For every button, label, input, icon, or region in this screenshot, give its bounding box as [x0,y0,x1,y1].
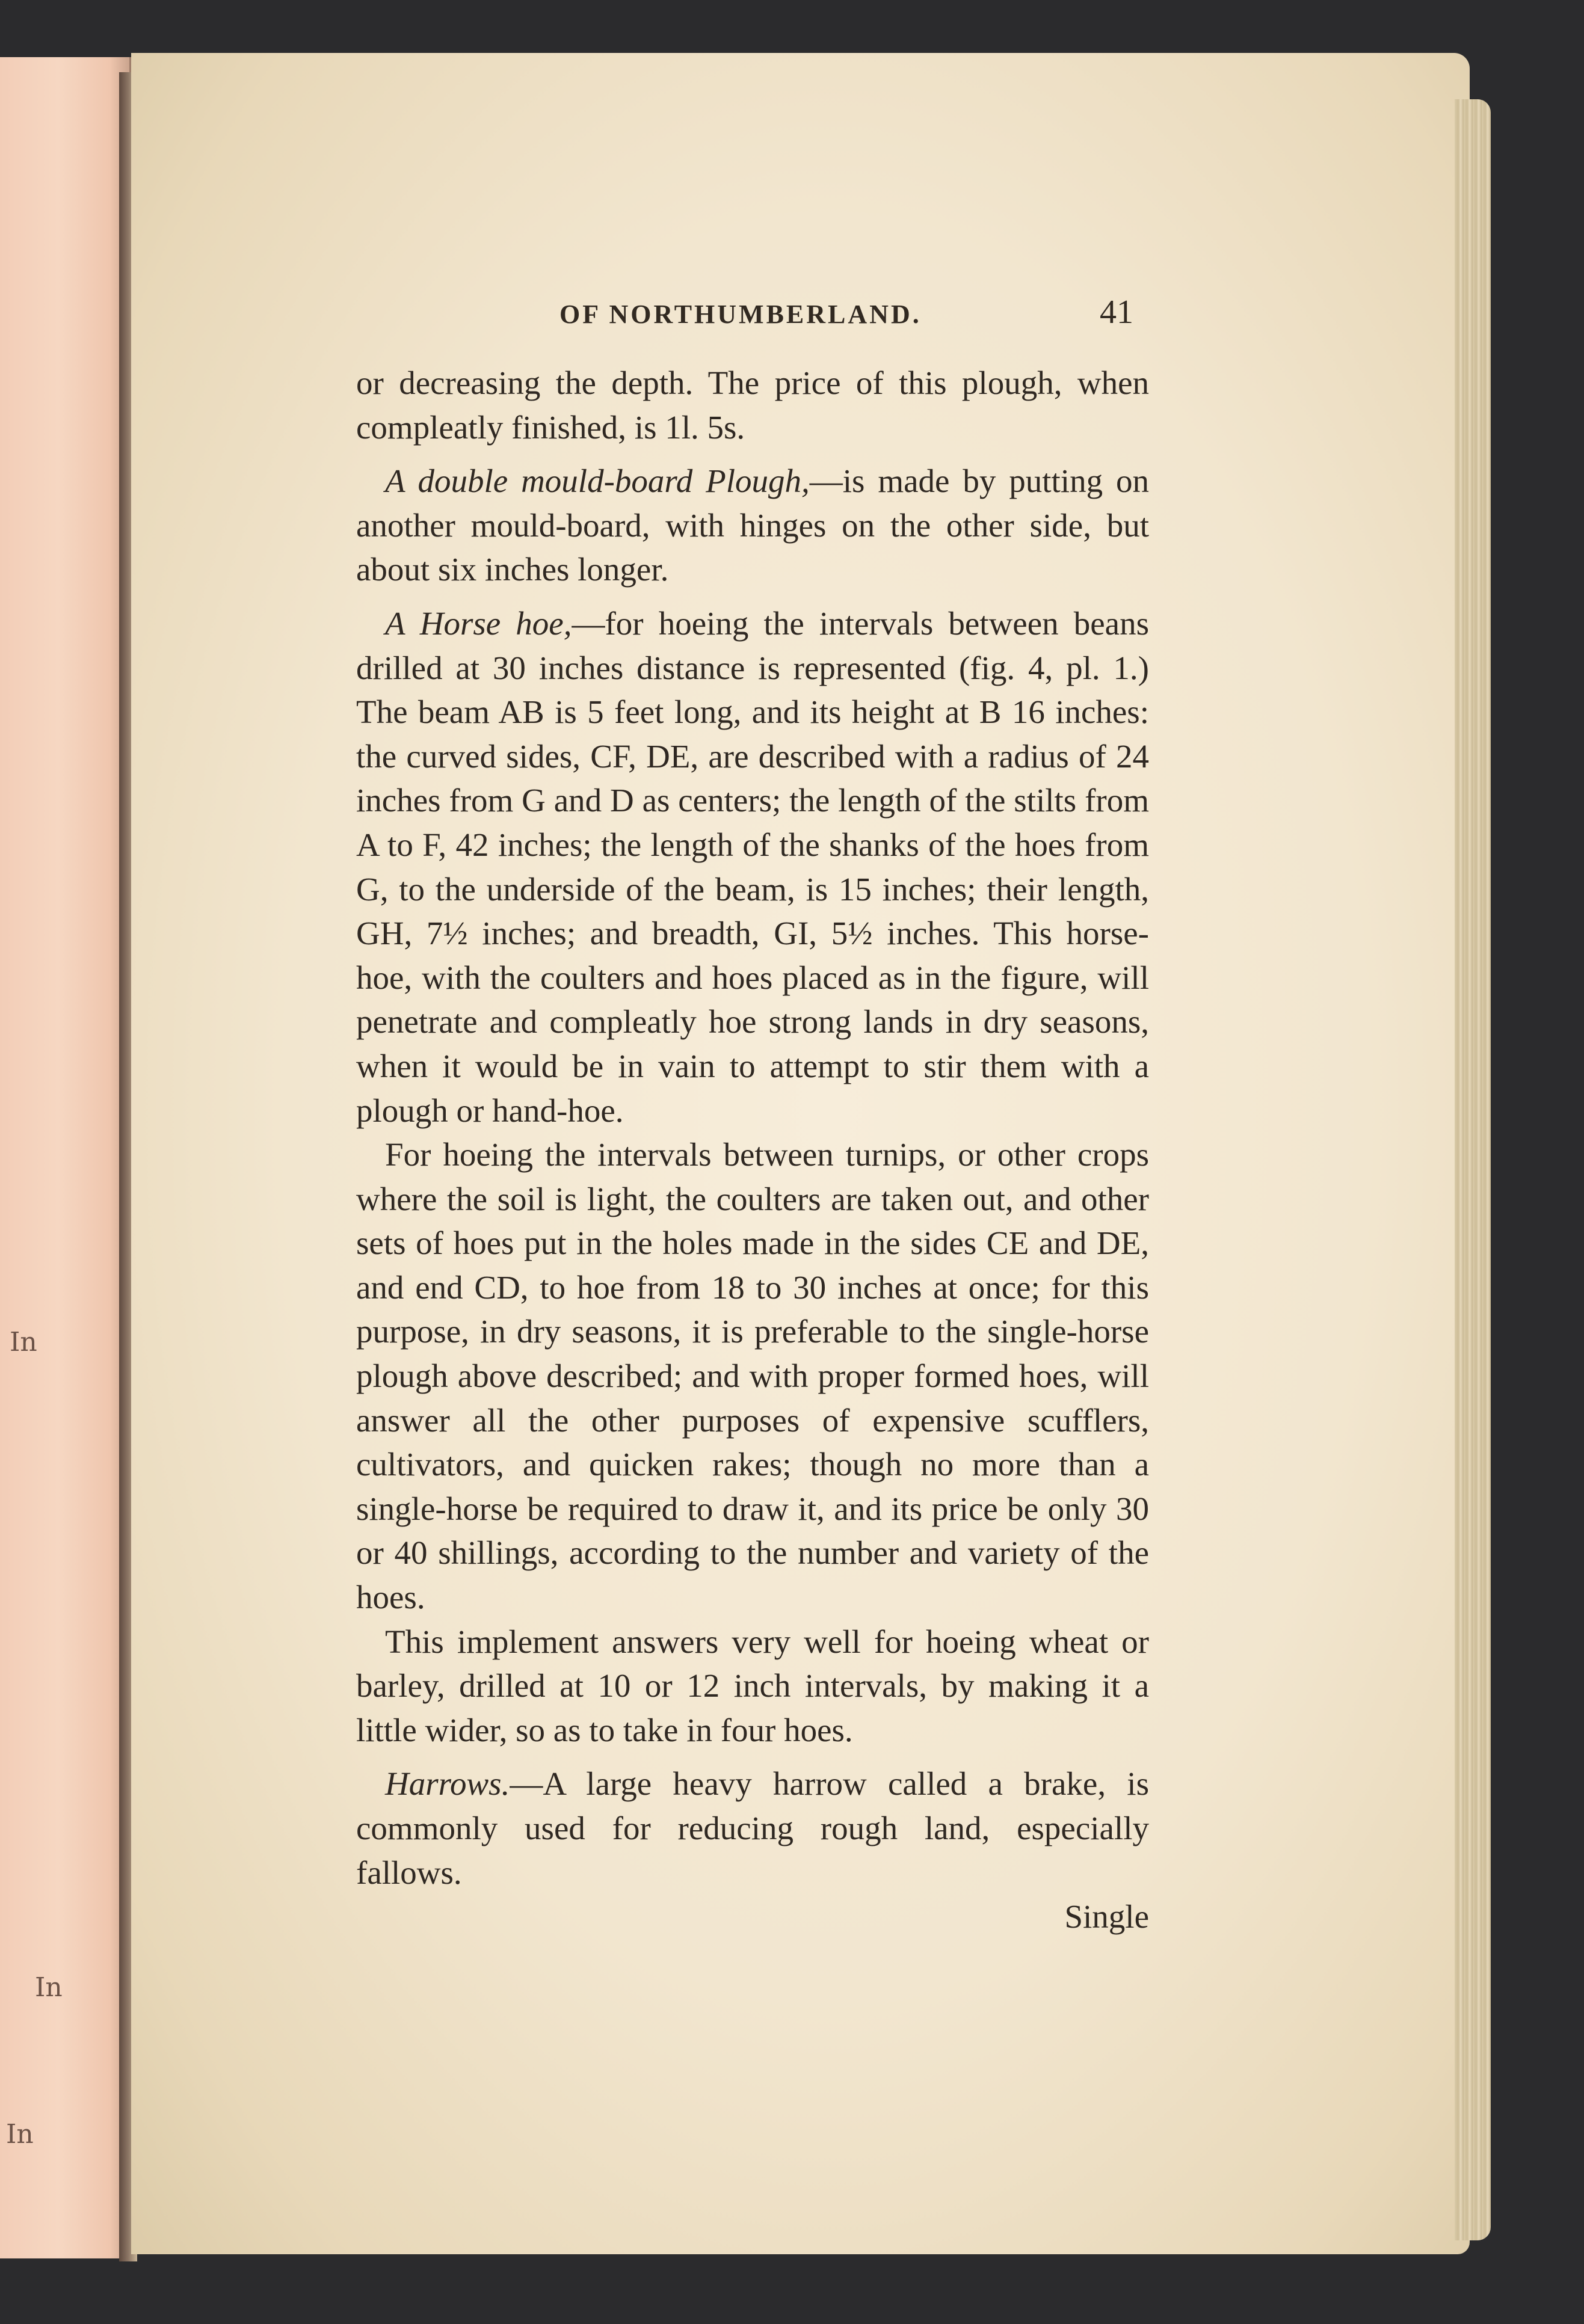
catchword: Single [1064,1898,1149,1935]
left-page-fragment: In [35,1972,63,2003]
paragraph [356,1133,1149,1620]
paragraph [356,459,1149,592]
page-number: 41 [1100,294,1133,331]
paragraph-lead: Harrows. [385,1765,510,1803]
paragraph-text: or decreasing the depth. The price of this plough, when compleatly finished, is 1l. 5s. [356,364,1149,446]
paragraph-text: This implement answers very well for hoeing wheat or barley, drilled at 10 or 12 inch intervals, by making it a little wider, so as to take in four hoes. [356,1623,1149,1748]
paragraph [356,1762,1149,1895]
paragraph [356,361,1149,449]
paragraph [356,601,1149,1133]
left-page [0,57,131,2258]
left-page-fragment: In [10,1327,37,1357]
paragraph-lead: A double mould-board Plough, [385,463,810,500]
paragraph-text: —is made by putting on another mould-board, with hinges on the other side, but about six inches longer. [356,463,1149,588]
page-text [356,361,1149,1939]
paragraph [356,1620,1149,1753]
paragraph-lead: A Horse hoe, [385,604,572,642]
page-edge [1455,99,1491,2240]
running-head: OF NORTHUMBERLAND. [559,300,922,329]
paragraph-text: For hoeing the intervals between turnips, or other crops where the soil is light, the coulters are taken out, and other sets of hoes put in the holes made in the sides CE and DE, and end CD, to hoe from 18 to 30 inches at once; for this purpose, in dry seasons, it is preferable to the single-horse plough above described; and with proper formed hoes, will answer all the other purposes of expensive scufflers, cultivators, and quicken rakes; though no more than a single-horse be required to draw it, and its price be only 30 or 40 shillings, according to the number and variety of the hoes. [356,1136,1149,1616]
paragraph-text: —for hoeing the intervals between beans drilled at 30 inches distance is represented (fig. 4, pl. 1.) The beam AB is 5 feet long, and its height at B 16 inches: the curved sides, CF, DE, are described with a radius of 24 inches from G and D as centers; the length of the stilts from A to F, 42 inches; the length of the shanks of the hoes from G, to the underside of the beam, is 15 inches; their length, GH, 7½ inches; and breadth, GI, 5½ inches. This horse-hoe, with the coulters and hoes placed as in the figure, will penetrate and compleatly hoe strong lands in dry seasons, when it would be in vain to attempt to stir them with a plough or hand-hoe. [356,604,1149,1129]
paragraph-text: —A large heavy harrow called a brake, is commonly used for reducing rough land, especially fallows. [356,1765,1149,1891]
left-page-fragment: In [6,2119,34,2150]
